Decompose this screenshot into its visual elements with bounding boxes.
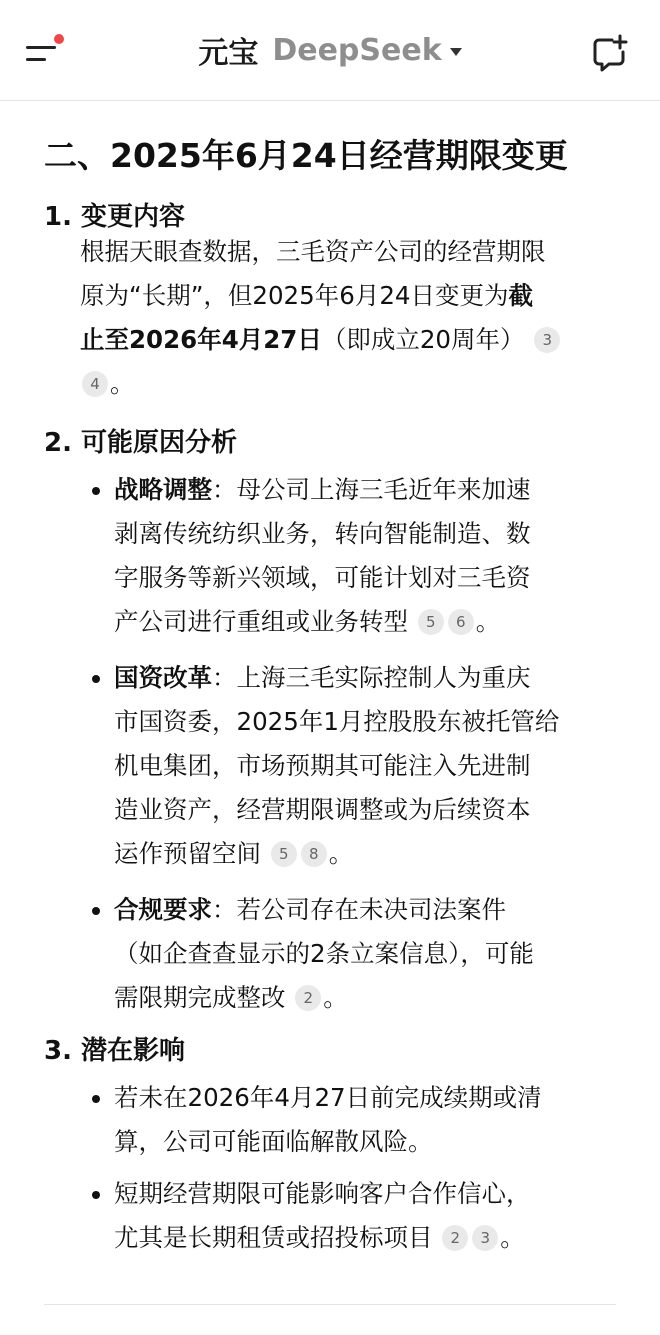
bold-text: 国资改革 — [114, 663, 212, 692]
text-span: 原为“长期”，但2025年6月24日变更为 — [80, 281, 509, 310]
text-line — [114, 832, 559, 876]
text-span: ：上海三毛实际控制人为重庆 — [212, 663, 531, 692]
text-line: 机电集团，市场预期其可能注入先进制 — [114, 751, 531, 780]
text-span: 运作预留空间 — [114, 839, 261, 868]
bold-text: 截 — [508, 281, 533, 310]
text-line: 根据天眼查数据，三毛资产公司的经营期限 — [80, 237, 546, 266]
text-line: 算，公司可能面临解散风险。 — [114, 1127, 433, 1156]
text-line — [114, 888, 534, 932]
citation-badge[interactable]: 2 — [442, 1225, 468, 1251]
item-heading-1: 1. 变更内容 — [44, 202, 186, 232]
citation-badge[interactable]: 4 — [82, 371, 108, 397]
text-line — [80, 318, 562, 362]
text-line: 市国资委，2025年1月控股股东被托管给 — [114, 707, 560, 736]
item-heading-3: 3. 潜在影响 — [44, 1036, 186, 1066]
divider — [44, 1304, 616, 1305]
paragraph-strategy — [114, 468, 531, 644]
text-span: 。 — [500, 1223, 525, 1252]
top-bar — [0, 0, 660, 101]
text-span: 。 — [110, 369, 135, 398]
text-line: 若未在2026年4月27日前完成续期或清 — [114, 1083, 542, 1112]
paragraph-change-content — [80, 230, 562, 406]
citation-badge[interactable]: 2 — [295, 985, 321, 1011]
paragraph-state-reform — [114, 656, 559, 876]
new-chat-icon — [590, 34, 630, 74]
app-title: 元宝 — [198, 36, 259, 71]
text-line — [80, 362, 562, 406]
text-line: 造业资产，经营期限调整或为后续资本 — [114, 795, 531, 824]
citation-badge[interactable]: 5 — [418, 609, 444, 635]
citation-badge[interactable]: 5 — [271, 841, 297, 867]
paragraph-impact-1 — [114, 1076, 542, 1164]
text-line: 短期经营期限可能影响客户合作信心， — [114, 1179, 531, 1208]
bullet-dot — [92, 675, 100, 683]
text-span: 需限期完成整改 — [114, 983, 286, 1012]
paragraph-impact-2 — [114, 1172, 531, 1260]
citation-badge[interactable]: 8 — [301, 841, 327, 867]
text-line — [80, 274, 562, 318]
text-span: ：母公司上海三毛近年来加速 — [212, 475, 531, 504]
bullet-dot — [92, 487, 100, 495]
text-span: 。 — [323, 983, 348, 1012]
text-line — [114, 656, 559, 700]
text-line — [114, 976, 534, 1020]
citation-badge[interactable]: 6 — [448, 609, 474, 635]
bold-text: 战略调整 — [114, 475, 212, 504]
text-span: ：若公司存在未决司法案件 — [212, 895, 506, 924]
citation-badge[interactable]: 3 — [472, 1225, 498, 1251]
text-span: （即成立20周年） — [321, 325, 525, 354]
bullet-dot — [92, 1095, 100, 1103]
model-selector[interactable] — [272, 33, 461, 68]
text-line — [114, 468, 531, 512]
text-line: 字服务等新兴领域，可能计划对三毛资 — [114, 563, 531, 592]
item-heading-2: 2. 可能原因分析 — [44, 428, 238, 458]
section-title: 二、2025年6月24日经营期限变更 — [44, 136, 568, 175]
citation-badge[interactable]: 3 — [534, 327, 560, 353]
text-span: 。 — [328, 839, 354, 868]
text-span: 尤其是长期租赁或招投标项目 — [114, 1223, 433, 1252]
bullet-dot — [92, 907, 100, 915]
bullet-dot — [92, 1191, 100, 1199]
bold-text: 止至2026年4月27日 — [80, 325, 322, 354]
new-chat-button[interactable] — [590, 34, 630, 74]
paragraph-compliance — [114, 888, 534, 1020]
text-line — [114, 1216, 531, 1260]
text-span: 。 — [475, 607, 501, 636]
text-line: （如企查查显示的2条立案信息），可能 — [114, 939, 534, 968]
text-line: 剥离传统纺织业务，转向智能制造、数 — [114, 519, 531, 548]
caret-down-icon — [450, 48, 462, 56]
title-area — [0, 0, 660, 100]
text-span: 产公司进行重组或业务转型 — [114, 607, 408, 636]
model-name: DeepSeek — [272, 32, 442, 68]
bold-text: 合规要求 — [114, 895, 212, 924]
text-line — [114, 600, 531, 644]
